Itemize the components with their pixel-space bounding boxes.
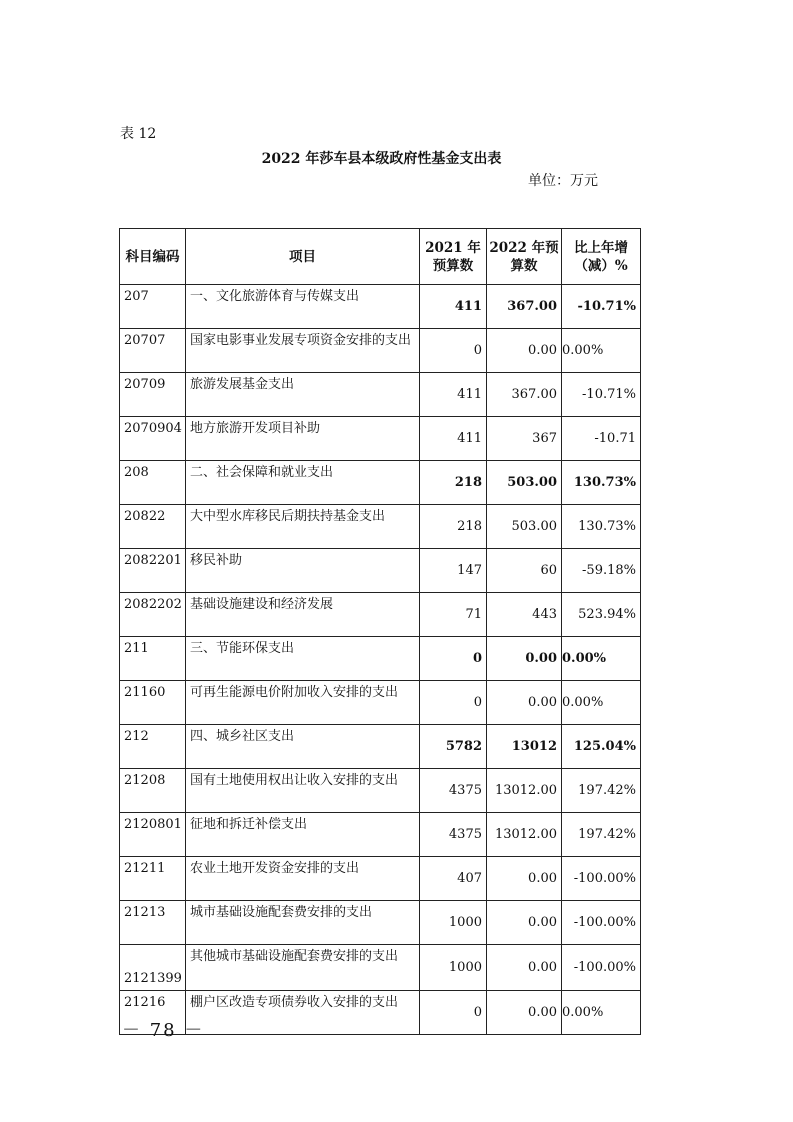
row-change: 125.04%: [562, 725, 641, 769]
row-change: -100.00%: [562, 945, 641, 991]
row-item: 城市基础设施配套费安排的支出: [186, 901, 420, 945]
row-budget-2021: 0: [420, 681, 487, 725]
table-row: [120, 813, 641, 857]
row-change: -10.71: [562, 417, 641, 461]
budget-table: [119, 228, 641, 1035]
row-item: 二、社会保障和就业支出: [186, 461, 420, 505]
row-budget-2022: 0.00: [487, 991, 562, 1035]
row-budget-2021: 411: [420, 373, 487, 417]
row-budget-2021: 147: [420, 549, 487, 593]
row-budget-2021: 0: [420, 329, 487, 373]
row-budget-2021: 0: [420, 991, 487, 1035]
row-item: 三、节能环保支出: [186, 637, 420, 681]
row-change: 523.94%: [562, 593, 641, 637]
row-budget-2022: 503.00: [487, 461, 562, 505]
row-item: 移民补助: [186, 549, 420, 593]
row-budget-2021: 218: [420, 461, 487, 505]
row-code: 208: [120, 461, 186, 505]
row-budget-2021: 1000: [420, 945, 487, 991]
row-code: 21208: [120, 769, 186, 813]
row-budget-2022: 367.00: [487, 373, 562, 417]
row-code: 21213: [120, 901, 186, 945]
row-change: 0.00%: [562, 681, 641, 725]
row-change: -100.00%: [562, 857, 641, 901]
row-budget-2021: 411: [420, 417, 487, 461]
row-item: 可再生能源电价附加收入安排的支出: [186, 681, 420, 725]
table-row: [120, 637, 641, 681]
row-code: 21160: [120, 681, 186, 725]
row-change: 0.00%: [562, 991, 641, 1035]
row-budget-2022: 367.00: [487, 285, 562, 329]
row-budget-2022: 367: [487, 417, 562, 461]
table-row: [120, 373, 641, 417]
row-budget-2022: 13012.00: [487, 769, 562, 813]
header-change: 比上年增（减）%: [562, 229, 641, 285]
row-item: 一、文化旅游体育与传媒支出: [186, 285, 420, 329]
row-budget-2021: 411: [420, 285, 487, 329]
row-item: 四、城乡社区支出: [186, 725, 420, 769]
table-row: [120, 725, 641, 769]
row-item: 征地和拆迁补偿支出: [186, 813, 420, 857]
table-row: [120, 549, 641, 593]
row-item: 国家电影事业发展专项资金安排的支出: [186, 329, 420, 373]
table-row: [120, 505, 641, 549]
row-budget-2021: 4375: [420, 813, 487, 857]
row-change: 0.00%: [562, 329, 641, 373]
row-change: 130.73%: [562, 505, 641, 549]
row-item: 旅游发展基金支出: [186, 373, 420, 417]
row-budget-2022: 0.00: [487, 637, 562, 681]
row-code: 211: [120, 637, 186, 681]
row-code: 2121399: [120, 945, 186, 991]
row-budget-2022: 0.00: [487, 945, 562, 991]
row-budget-2021: 4375: [420, 769, 487, 813]
row-item: 农业土地开发资金安排的支出: [186, 857, 420, 901]
table-body: [120, 285, 641, 1035]
page-number: － 78 －: [122, 1020, 205, 1041]
row-item: 大中型水库移民后期扶持基金支出: [186, 505, 420, 549]
table-row: [120, 329, 641, 373]
unit-label: 单位：万元: [528, 173, 598, 189]
table-row: [120, 417, 641, 461]
row-change: -59.18%: [562, 549, 641, 593]
row-budget-2022: 443: [487, 593, 562, 637]
row-code: 2070904: [120, 417, 186, 461]
table-row: [120, 945, 641, 991]
table-row: [120, 769, 641, 813]
row-item: 国有土地使用权出让收入安排的支出: [186, 769, 420, 813]
row-budget-2022: 503.00: [487, 505, 562, 549]
row-budget-2022: 13012.00: [487, 813, 562, 857]
row-change: -100.00%: [562, 901, 641, 945]
row-budget-2021: 5782: [420, 725, 487, 769]
header-budget-2022: 2022 年预算数: [487, 229, 562, 285]
row-budget-2021: 71: [420, 593, 487, 637]
row-code: 2082202: [120, 593, 186, 637]
table-row: [120, 857, 641, 901]
row-budget-2021: 0: [420, 637, 487, 681]
row-code: 212: [120, 725, 186, 769]
table-row: [120, 461, 641, 505]
header-budget-2021: 2021 年预算数: [420, 229, 487, 285]
row-item: 棚户区改造专项债券收入安排的支出: [186, 991, 420, 1035]
table-header-row: [120, 229, 641, 285]
row-item: 地方旅游开发项目补助: [186, 417, 420, 461]
table-label: 表 12: [120, 126, 157, 142]
table-row: [120, 593, 641, 637]
row-budget-2021: 1000: [420, 901, 487, 945]
row-budget-2022: 13012: [487, 725, 562, 769]
row-item: 其他城市基础设施配套费安排的支出: [186, 945, 420, 991]
header-item: 项目: [186, 229, 420, 285]
row-change: 197.42%: [562, 813, 641, 857]
table-row: [120, 681, 641, 725]
row-item: 基础设施建设和经济发展: [186, 593, 420, 637]
table-row: [120, 901, 641, 945]
row-budget-2022: 0.00: [487, 329, 562, 373]
row-budget-2022: 60: [487, 549, 562, 593]
table-row: [120, 285, 641, 329]
row-change: 197.42%: [562, 769, 641, 813]
row-budget-2022: 0.00: [487, 901, 562, 945]
page-title: 2022 年莎车县本级政府性基金支出表: [261, 151, 502, 167]
row-change: -10.71%: [562, 373, 641, 417]
row-budget-2022: 0.00: [487, 857, 562, 901]
row-code: 207: [120, 285, 186, 329]
row-budget-2022: 0.00: [487, 681, 562, 725]
row-code: 2082201: [120, 549, 186, 593]
row-code: 21216: [120, 991, 186, 1035]
row-code: 20709: [120, 373, 186, 417]
row-code: 20822: [120, 505, 186, 549]
row-change: 130.73%: [562, 461, 641, 505]
row-code: 2120801: [120, 813, 186, 857]
row-code: 21211: [120, 857, 186, 901]
header-code: 科目编码: [120, 229, 186, 285]
row-change: 0.00%: [562, 637, 641, 681]
row-code: 20707: [120, 329, 186, 373]
row-budget-2021: 407: [420, 857, 487, 901]
row-budget-2021: 218: [420, 505, 487, 549]
row-change: -10.71%: [562, 285, 641, 329]
